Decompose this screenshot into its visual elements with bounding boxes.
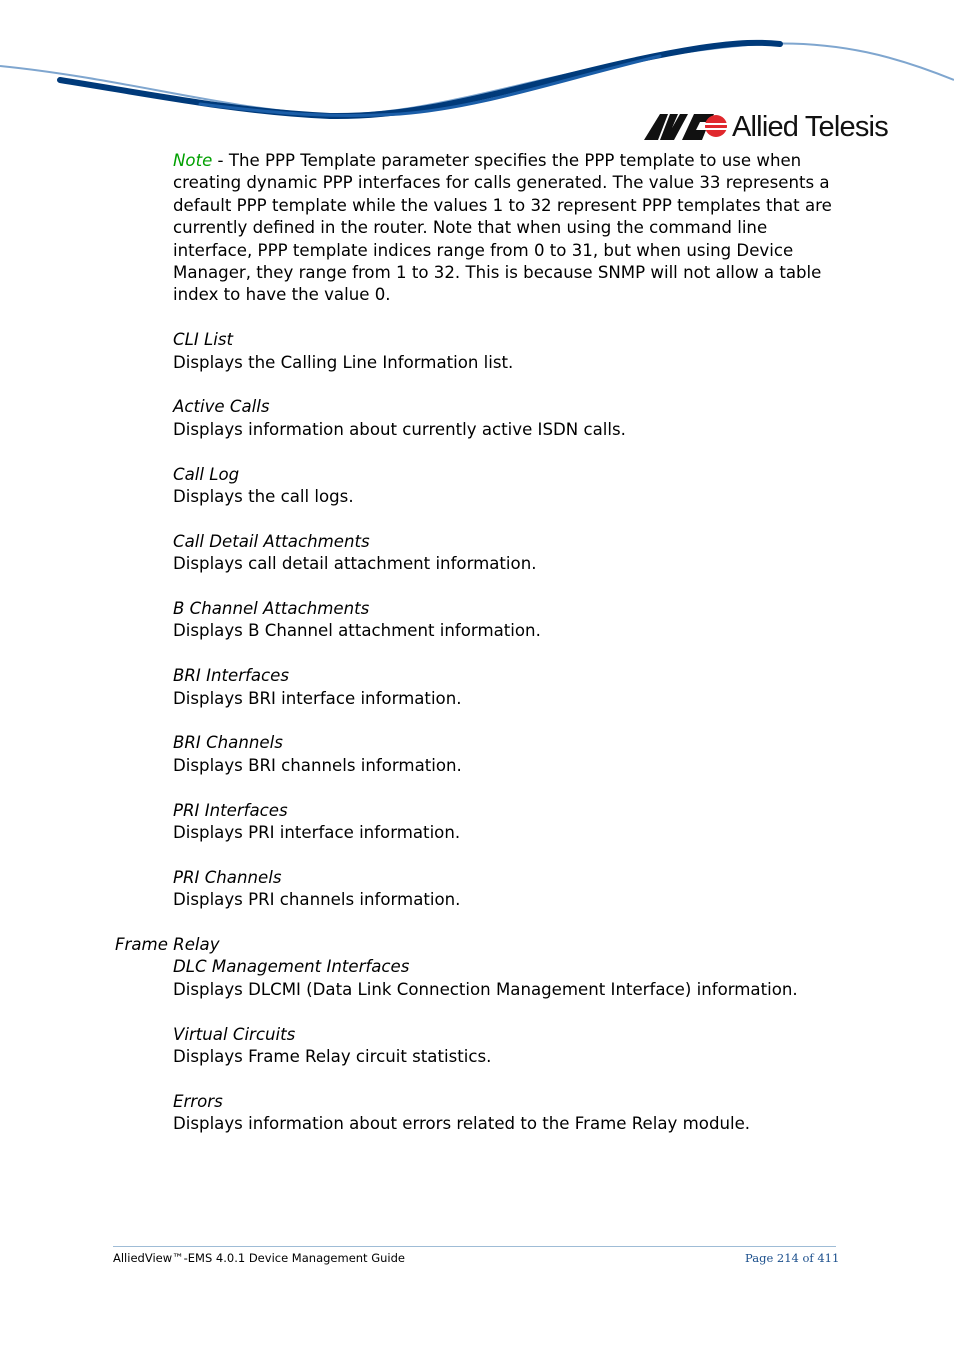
entry-description: Displays PRI channels information. bbox=[173, 890, 461, 910]
entry-term: PRI Interfaces bbox=[173, 800, 288, 820]
entry-term: Call Detail Attachments bbox=[173, 531, 370, 551]
entry-description: Displays BRI interface information. bbox=[173, 688, 462, 708]
entry-virtual-circuits bbox=[173, 1024, 843, 1069]
entry-bri-channels bbox=[173, 732, 843, 777]
entry-term: B Channel Attachments bbox=[173, 599, 370, 619]
footer-page-number: Page 214 of 411 bbox=[745, 1251, 840, 1265]
allied-telesis-mark-icon bbox=[644, 112, 728, 142]
entry-description: Displays the call logs. bbox=[173, 487, 354, 507]
entry-term: BRI Channels bbox=[173, 733, 283, 753]
entry-b-channel-attachments bbox=[173, 598, 843, 643]
entry-dlc-management-interfaces bbox=[173, 956, 843, 1001]
entry-description: Displays PRI interface information. bbox=[173, 823, 461, 843]
entry-term: CLI List bbox=[173, 330, 234, 350]
entry-description: Displays B Channel attachment information. bbox=[173, 621, 541, 641]
entry-term: PRI Channels bbox=[173, 867, 282, 887]
entry-pri-channels bbox=[173, 867, 843, 912]
entry-call-detail-attachments bbox=[173, 531, 843, 576]
footer-document-title: AlliedView™-EMS 4.0.1 Device Management Guide bbox=[113, 1251, 405, 1265]
note-text: - The PPP Template parameter specifies the PPP template to use when creating dynamic PPP interfaces for calls generated. The value 33 represents a default PPP template while the values 1 to 32 represent PPP templates that are currently defined in the router. Note that when using the command line interface, PPP template indices range from 0 to 31, but when using Device Manager, they range from 1 to 32. This is because SNMP will not allow a table index to have the value 0. bbox=[173, 151, 832, 305]
entry-term: Errors bbox=[173, 1091, 223, 1111]
entry-description: Displays BRI channels information. bbox=[173, 755, 462, 775]
section-heading-frame-relay: Frame Relay bbox=[115, 935, 220, 955]
entry-term: Virtual Circuits bbox=[173, 1024, 296, 1044]
entry-term: Call Log bbox=[173, 464, 240, 484]
entry-description: Displays the Calling Line Information list. bbox=[173, 352, 514, 372]
entry-term: BRI Interfaces bbox=[173, 666, 290, 686]
note-paragraph bbox=[173, 150, 843, 307]
entry-description: Displays information about errors related to the Frame Relay module. bbox=[173, 1114, 751, 1134]
allied-telesis-logo bbox=[644, 110, 888, 144]
entry-active-calls bbox=[173, 396, 843, 441]
entry-description: Displays call detail attachment information. bbox=[173, 554, 537, 574]
logo-text: Allied Telesis bbox=[732, 111, 888, 143]
entry-pri-interfaces bbox=[173, 800, 843, 845]
entry-bri-interfaces bbox=[173, 665, 843, 710]
entry-description: Displays information about currently active ISDN calls. bbox=[173, 419, 626, 439]
footer-divider bbox=[113, 1246, 836, 1247]
entry-term: Active Calls bbox=[173, 397, 270, 417]
entry-call-log bbox=[173, 464, 843, 509]
entry-description: Displays DLCMI (Data Link Connection Management Interface) information. bbox=[173, 979, 798, 999]
note-label: Note bbox=[173, 151, 213, 170]
entry-errors bbox=[173, 1091, 843, 1136]
entry-term: DLC Management Interfaces bbox=[173, 957, 410, 977]
entry-description: Displays Frame Relay circuit statistics. bbox=[173, 1047, 492, 1067]
main-content bbox=[115, 150, 843, 1136]
entry-cli-list bbox=[173, 329, 843, 374]
